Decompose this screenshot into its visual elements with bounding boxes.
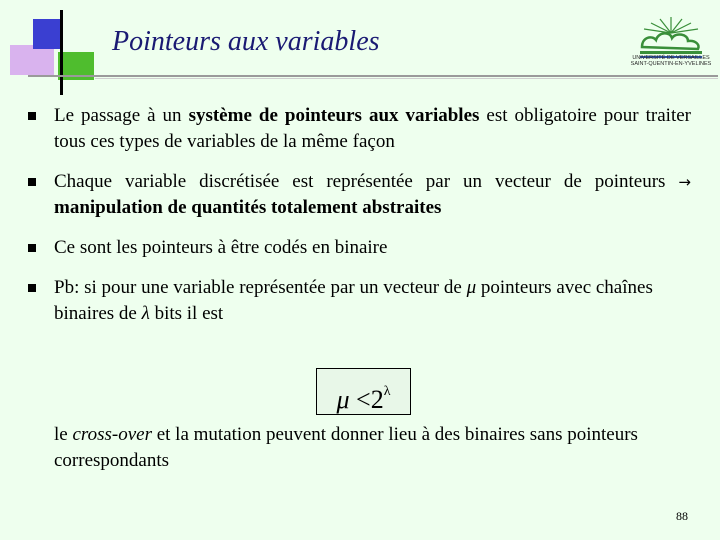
paragraph-text: et la mutation peuvent donner lieu à des binaires sans pointeurs correspondants — [54, 424, 638, 471]
paragraph-italic-text: cross-over — [72, 424, 152, 445]
university-logo-text — [630, 55, 712, 67]
logo-line-2: SAINT-QUENTIN-EN-YVELINES — [630, 61, 712, 67]
bullet-square-icon — [28, 112, 36, 120]
bullet-item — [28, 169, 691, 221]
bullet-text: bits il est — [149, 303, 224, 324]
bullet-item — [28, 235, 691, 261]
formula-box — [316, 368, 411, 415]
logo-line-1: UNIVERSITÉ DE VERSAILLES — [632, 55, 710, 61]
title-underline-shadow — [95, 78, 718, 79]
formula-mu: μ — [336, 385, 350, 414]
bullet-text: Ce sont les pointeurs à être codés en binaire — [54, 237, 388, 258]
arrow-right-icon: → — [678, 173, 691, 191]
decor-lilac-square — [10, 45, 54, 75]
bullet-square-icon — [28, 284, 36, 292]
bullet-text: Pb: si pour une variable représentée par un vecteur de — [54, 277, 467, 298]
slide-title: Pointeurs aux variables — [112, 26, 380, 57]
page-number: 88 — [676, 509, 688, 523]
bullet-square-icon — [28, 244, 36, 252]
lambda-symbol: λ — [141, 303, 150, 324]
conclusion-paragraph — [54, 422, 692, 474]
bullet-bold-text: système de pointeurs aux variables — [188, 105, 480, 126]
decor-purple-square — [33, 19, 63, 49]
formula-exponent: λ — [383, 384, 391, 399]
bullet-bold-text: manipulation de quantités totalement abstraites — [54, 197, 442, 218]
bullet-item — [28, 103, 691, 155]
decor-vertical-line — [60, 10, 63, 95]
paragraph-text: le — [54, 424, 73, 445]
bullet-item — [28, 275, 691, 327]
title-underline — [28, 75, 718, 77]
bullet-list — [28, 103, 691, 341]
bullet-text: Le passage à un — [54, 105, 189, 126]
bullet-text: est obligatoire pour traiter tous ces types de variables de la même façon — [54, 105, 691, 152]
bullet-square-icon — [28, 178, 36, 186]
mu-symbol: μ — [466, 277, 477, 298]
formula-operator: <2 — [349, 385, 384, 414]
bullet-text: pointeurs avec chaînes binaires de — [54, 277, 653, 324]
bullet-text: Chaque variable discrétisée est représentée par un vecteur de pointeurs — [54, 171, 679, 192]
